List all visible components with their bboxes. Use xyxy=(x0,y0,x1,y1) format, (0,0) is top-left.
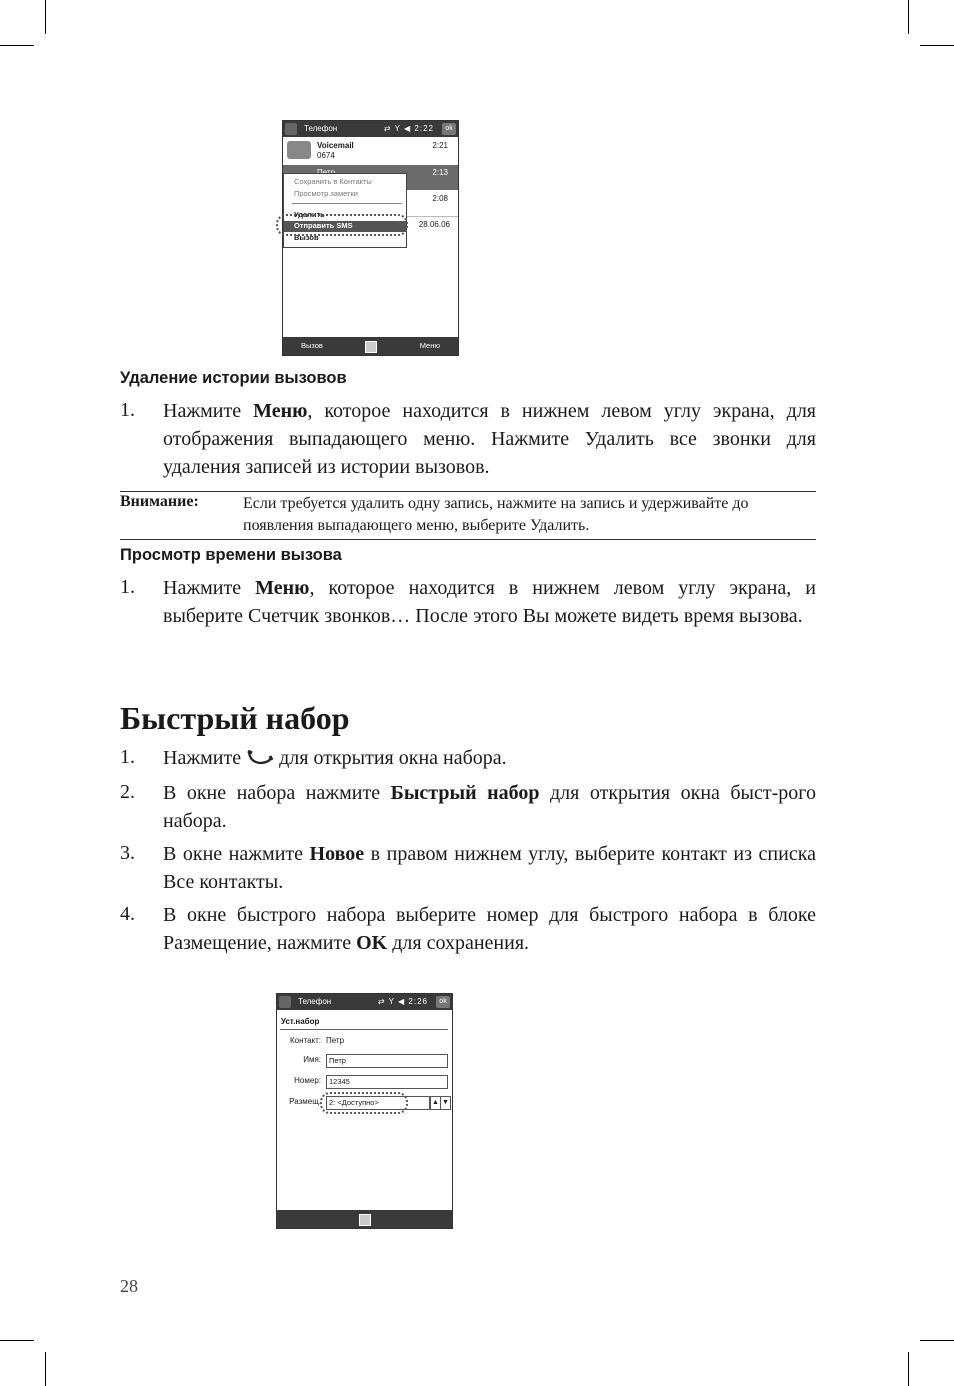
menu-item-send-sms[interactable]: Отправить SMS xyxy=(284,221,406,232)
text-run: для сохранения. xyxy=(387,932,530,954)
bold-term: Новое xyxy=(309,843,365,865)
list-item-text xyxy=(163,397,816,481)
note-rule-bottom xyxy=(120,539,816,540)
list-number: 4. xyxy=(120,903,135,925)
status-icons: ⇄ Y ◀ 2:26 xyxy=(377,997,428,1006)
list-number: 2. xyxy=(120,781,135,803)
list-item-text xyxy=(163,779,816,835)
bold-term: OK xyxy=(356,932,388,954)
number-field[interactable]: 12345 xyxy=(326,1075,448,1089)
arrow-down-icon[interactable]: ▼ xyxy=(440,1096,451,1110)
menu-item-delete[interactable]: Удалить xyxy=(294,210,325,219)
context-menu xyxy=(283,173,407,248)
ok-button[interactable]: ok xyxy=(442,123,456,135)
menu-item-save-contact[interactable]: Сохранить в Контакты xyxy=(294,177,372,186)
app-title: Телефон xyxy=(298,997,332,1006)
title-bar xyxy=(283,121,458,137)
call-time: 28.06.06 xyxy=(418,220,450,229)
name-field[interactable]: Петр xyxy=(326,1054,448,1068)
note-label: Внимание: xyxy=(120,493,199,510)
crop-mark xyxy=(0,45,34,46)
bold-term: Быстрый набор xyxy=(390,782,540,804)
softkey-call[interactable]: Вызов xyxy=(301,341,323,350)
bold-term: Меню xyxy=(253,400,308,422)
form-title: Уст.набор xyxy=(281,1017,320,1026)
bold-term: Меню xyxy=(255,577,310,599)
crop-mark xyxy=(920,1340,954,1341)
call-name: Voicemail xyxy=(317,141,354,150)
menu-separator xyxy=(292,203,402,204)
note-rule-top xyxy=(120,491,816,492)
text-run: для открытия окна быст-рого набора. xyxy=(163,782,816,832)
section-heading: Просмотр времени вызова xyxy=(120,546,342,564)
softkey-bar xyxy=(283,337,458,355)
text-run: Нажмите xyxy=(163,400,254,422)
list-item-text xyxy=(163,574,816,630)
windows-start-icon[interactable] xyxy=(279,996,291,1008)
text-run: В окне нажмите xyxy=(163,843,310,865)
list-number: 1. xyxy=(120,746,135,768)
text-run: , которое находится в нижнем левом углу экрана, и выберите Счетчик звонков… После этого Вы можете видеть время вызова. xyxy=(163,577,816,627)
text-run: для открытия окна набора. xyxy=(274,747,507,769)
call-time: 2:08 xyxy=(432,194,448,203)
crop-mark xyxy=(908,0,909,34)
arrow-up-icon[interactable]: ▲ xyxy=(430,1096,441,1110)
phone-handset-icon xyxy=(246,750,274,766)
location-field[interactable]: 2: <Доступно> xyxy=(326,1096,430,1110)
keyboard-icon[interactable] xyxy=(359,1214,371,1226)
list-number: 1. xyxy=(120,576,135,598)
text-run: Нажмите xyxy=(163,747,247,769)
page-number: 28 xyxy=(120,1276,138,1296)
contact-value: Петр xyxy=(326,1036,345,1045)
note-text: Если требуется удалить одну запись, нажмите на запись и удерживайте до появления выпадающего меню, выберите Удалить. xyxy=(243,495,749,534)
list-item-text xyxy=(163,901,816,957)
call-time: 2:21 xyxy=(432,141,448,150)
section-heading: Удаление истории вызовов xyxy=(120,369,347,387)
text-run: в правом нижнем углу, выберите контакт из списка Все контакты. xyxy=(163,843,816,893)
phone-handset-icon xyxy=(287,141,311,159)
call-time: 2:13 xyxy=(432,168,448,177)
title-separator xyxy=(280,1029,448,1030)
list-number: 1. xyxy=(120,399,135,421)
location-label: Размещ. xyxy=(289,1097,321,1106)
menu-item-view-note[interactable]: Просмотр заметки xyxy=(294,189,358,198)
text-run: Нажмите xyxy=(163,577,256,599)
call-number: 0674 xyxy=(317,151,335,160)
windows-start-icon[interactable] xyxy=(285,123,297,135)
chapter-heading: Быстрый набор xyxy=(120,700,350,736)
keyboard-icon[interactable] xyxy=(365,341,377,353)
softkey-bar xyxy=(277,1210,452,1228)
text-run: В окне набора нажмите xyxy=(163,782,391,804)
number-label: Номер: xyxy=(294,1076,321,1085)
title-bar xyxy=(277,994,452,1010)
text-run: , которое находится в нижнем левом углу экрана, для отображения выпадающего меню. Нажмите Удалить все звонки для удаления записей из истории вызовов. xyxy=(163,400,816,478)
text-run: В окне быстрого набора выберите номер для быстрого набора в блоке Размещение, нажмите xyxy=(163,904,816,954)
highlight-dotted-outline xyxy=(320,1092,408,1114)
call-history-screenshot xyxy=(282,120,459,356)
list-number: 3. xyxy=(120,842,135,864)
crop-mark xyxy=(920,45,954,46)
app-title: Телефон xyxy=(304,124,338,133)
status-icons: ⇄ Y ◀ 2:22 xyxy=(383,124,434,133)
highlight-dotted-outline xyxy=(276,214,408,236)
call-row[interactable] xyxy=(283,138,458,163)
crop-mark xyxy=(0,1340,34,1341)
softkey-menu[interactable]: Меню xyxy=(419,341,440,350)
crop-mark xyxy=(908,1352,909,1386)
crop-mark xyxy=(45,1352,46,1386)
crop-mark xyxy=(45,0,46,34)
list-item-text xyxy=(163,840,816,896)
list-item-text xyxy=(163,744,816,772)
ok-button[interactable]: ok xyxy=(436,996,450,1008)
name-label: Имя: xyxy=(303,1055,321,1064)
menu-item-call[interactable]: Вызов xyxy=(294,233,319,242)
contact-label: Контакт: xyxy=(289,1036,321,1045)
